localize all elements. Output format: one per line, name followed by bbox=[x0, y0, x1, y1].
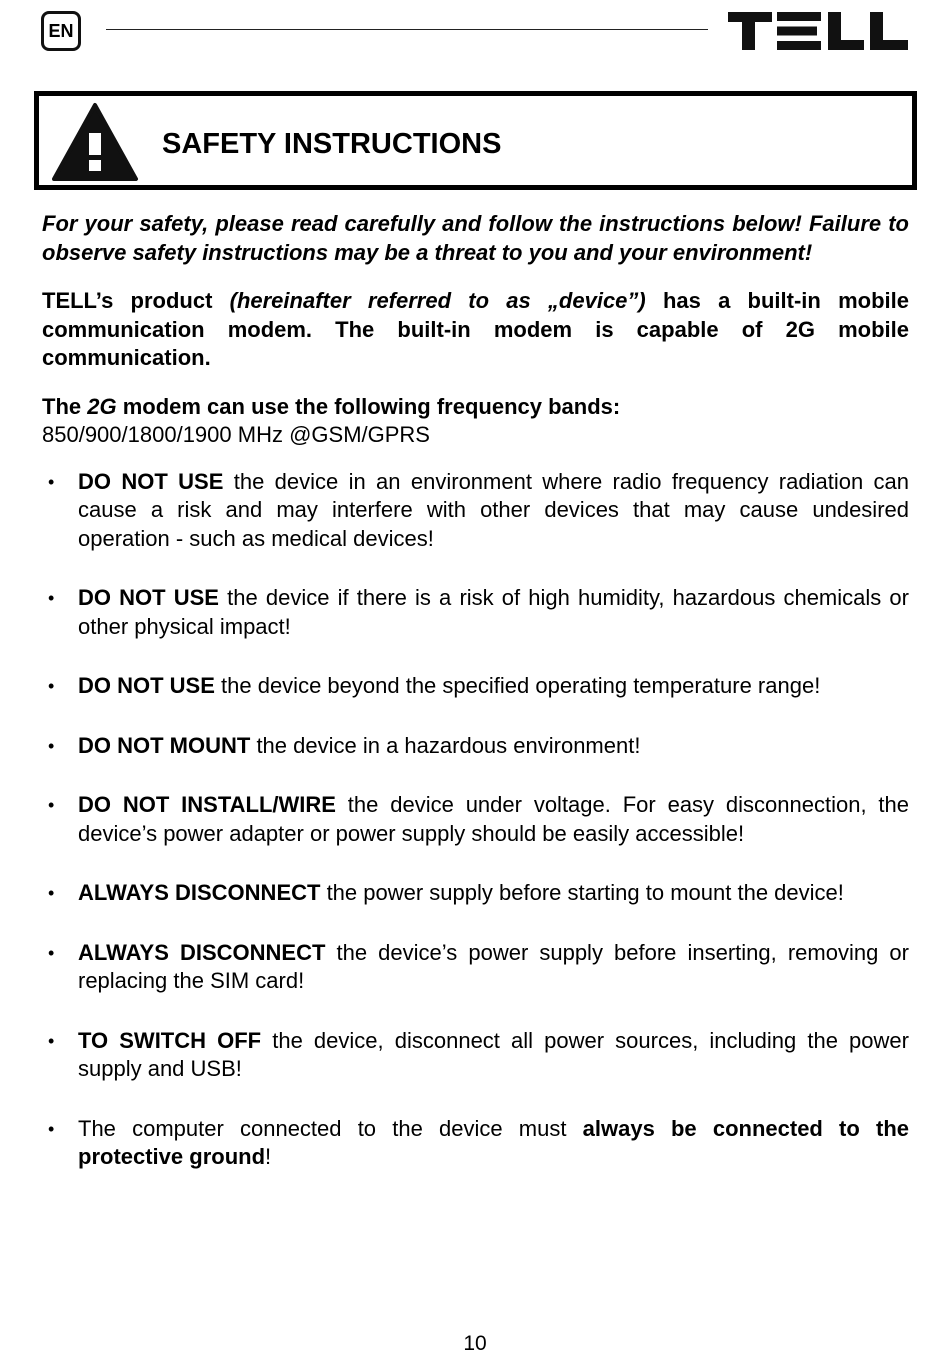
bullet-icon: • bbox=[48, 588, 55, 608]
page-title: SAFETY INSTRUCTIONS bbox=[162, 128, 502, 160]
list-item: • TO SWITCH OFF the device, disconnect all power sources, including the power supply and USB! bbox=[48, 1027, 909, 1081]
list-item: • DO NOT MOUNT the device in a hazardous environment! bbox=[42, 732, 909, 761]
bullet-icon: • bbox=[48, 795, 55, 815]
bullet-icon: • bbox=[48, 1030, 55, 1051]
list-item: • DO NOT USE the device beyond the specified operating temperature range! bbox=[42, 672, 909, 701]
tell-logo bbox=[728, 12, 908, 50]
page-number: 10 bbox=[463, 1332, 487, 1355]
list-item: • The computer connected to the device must always be connected to the protective ground! bbox=[48, 1115, 910, 1169]
frequency-bands-value: 850/900/1800/1900 MHz @GSM/GPRS bbox=[42, 422, 430, 447]
safety-banner bbox=[34, 91, 917, 190]
safety-rules-list bbox=[42, 468, 909, 1172]
document-body bbox=[42, 210, 909, 1203]
list-item: • DO NOT INSTALL/WIRE the device under voltage. For easy disconnection, the device’s power adapter or power supply should be easily accessible! bbox=[48, 792, 909, 846]
list-item: • DO NOT USE the device in an environment where radio frequency radiation can cause a risk and may interfere with other devices that may cause undesired operation - such as medical devices! bbox=[48, 468, 909, 551]
bullet-icon: • bbox=[48, 883, 55, 903]
header-divider bbox=[106, 29, 708, 30]
language-badge: EN bbox=[41, 11, 81, 51]
bullet-icon: • bbox=[48, 1118, 55, 1139]
list-item: • ALWAYS DISCONNECT the device’s power supply before inserting, removing or replacing the SIM card! bbox=[48, 939, 909, 993]
list-item: • DO NOT USE the device if there is a risk of high humidity, hazardous chemicals or other physical impact! bbox=[48, 585, 909, 639]
frequency-bands-heading: The 2G modem can use the following frequency bands: bbox=[42, 393, 621, 419]
bullet-icon: • bbox=[48, 735, 55, 756]
safety-intro: For your safety, please read carefully and follow the instructions below! Failure to observe safety instructions may be a threat to you and your environment! bbox=[42, 211, 909, 265]
list-item: • ALWAYS DISCONNECT the power supply before starting to mount the device! bbox=[42, 879, 909, 908]
product-description: TELL’s product (hereinafter referred to as „device”) has a built-in mobile communication modem. The built-in modem is capable of 2G mobile communication. bbox=[42, 288, 909, 370]
bullet-icon: • bbox=[48, 676, 55, 696]
bullet-icon: • bbox=[48, 942, 55, 963]
warning-triangle-icon bbox=[51, 101, 139, 183]
bullet-icon: • bbox=[48, 471, 55, 492]
